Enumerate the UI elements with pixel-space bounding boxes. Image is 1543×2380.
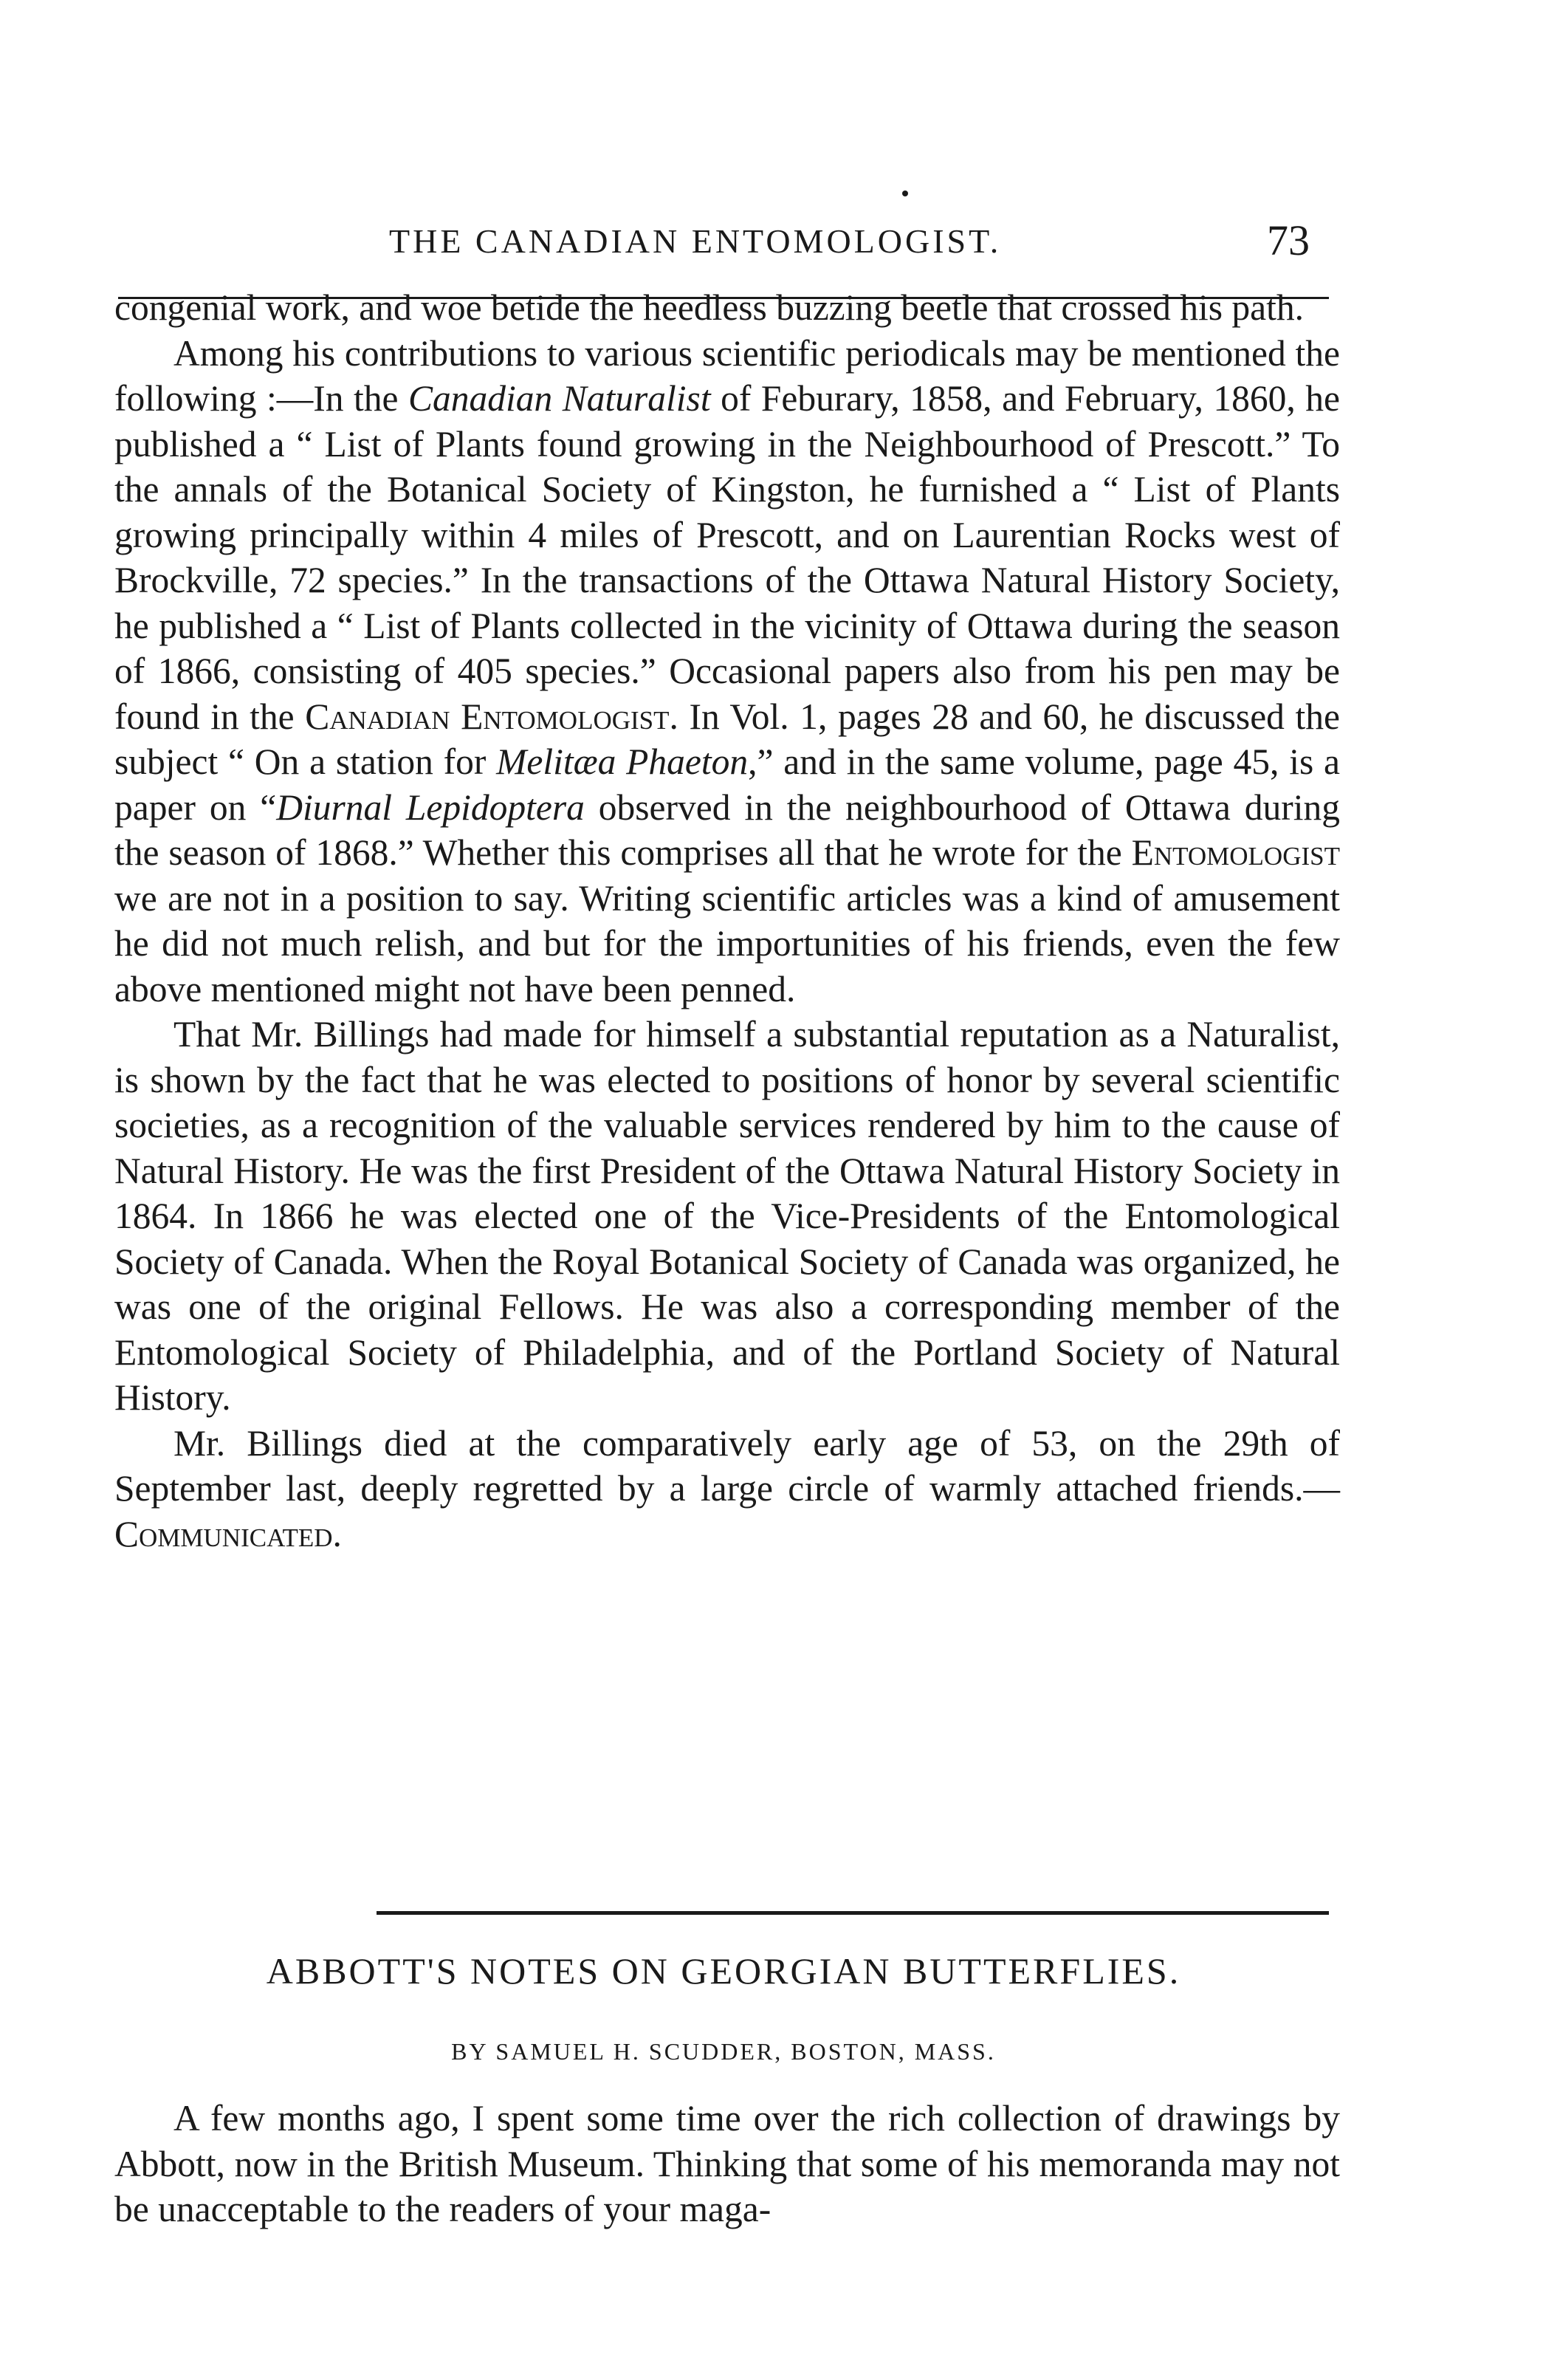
running-head: THE CANADIAN ENTOMOLOGIST. [389, 222, 1002, 260]
text-run: Mr. Billings died at the comparatively early age of 53, on the 29th of September last, deeply regretted by a large circle of warmly attached friends.— [114, 1422, 1340, 1509]
article-paragraph: A few months ago, I spent some time over the rich collection of drawings by Abbott, now in the British Museum. Thinking that some of his memoranda may not be unacceptable to the readers of your maga- [114, 2098, 1340, 2229]
italic-taxon-name: Diurnal Lepidoptera [276, 786, 585, 828]
small-caps-signoff: Communicated. [114, 1513, 342, 1554]
paragraph-continuation: congenial work, and woe betide the heedless buzzing beetle that crossed his path. [114, 287, 1304, 328]
text-run: we are not in a position to say. Writing scientific articles was a kind of amusement he did not much relish, and but for the importunities of his friends, even the few above mentioned might not have been penned. [114, 877, 1340, 1009]
italic-journal-title: Canadian Naturalist [408, 378, 711, 419]
section-rule [377, 1911, 1329, 1915]
page-number: 73 [1267, 216, 1310, 264]
printer-mark [902, 191, 908, 196]
article-byline: BY SAMUEL H. SCUDDER, BOSTON, MASS. [451, 2038, 996, 2065]
small-caps-journal: Entomologist [1131, 832, 1340, 873]
article-body [114, 2096, 1340, 2232]
text-run: . In Vol. 1, pages 28 and 60, he discussed the subject “ On a station for [114, 696, 1340, 782]
text-run: observed in the neighbourhood of Ottawa during the season of 1868.” Whether this comprises all that he wrote for the [114, 786, 1340, 873]
paragraph-death [114, 1421, 1340, 1557]
article-title: ABBOTT'S NOTES ON GEORGIAN BUTTERFLIES. [266, 1950, 1181, 1992]
small-caps-journal: Canadian Entomologist [305, 696, 670, 737]
text-run: Among his contributions to various scientific periodicals may be mentioned the following :—In the [114, 332, 1340, 419]
text-run: of Feburary, 1858, and February, 1860, he published a “ List of Plants found growing in the Neighbourhood of Prescott.” To the annals of the Botanical Society of Kingston, he furnished a “ List of Plants growing principally within 4 miles of Prescott, and on Laurentian Rocks west of Brockville, 72 species.” In the transactions of the Ottawa Natural History Society, he published a “ List of Plants collected in the vicinity of Ottawa during the season of 1866, consisting of 405 species.” Occasional papers also from his pen may be found in the [114, 378, 1341, 737]
paragraph-contributions [114, 331, 1340, 1012]
obituary-text [114, 285, 1340, 1557]
text-run: ,” and in the same volume, page 45, is a paper on “ [114, 741, 1340, 828]
italic-species-name: Melitæa Phaeton [496, 741, 749, 782]
paragraph-reputation: That Mr. Billings had made for himself a substantial reputation as a Naturalist, is shown by the fact that he was elected to positions of honor by several scientific societies, as a recognition of the valuable services rendered by him to the cause of Natural History. He was the first President of the Ottawa Natural History Society in 1864. In 1866 he was elected one of the Vice-Presidents of the Entomological Society of Canada. When the Royal Botanical Society of Canada was organized, he was one of the original Fellows. He was also a corresponding member of the Entomological Society of Philadelphia, and of the Portland Society of Natural History. [114, 1014, 1340, 1418]
